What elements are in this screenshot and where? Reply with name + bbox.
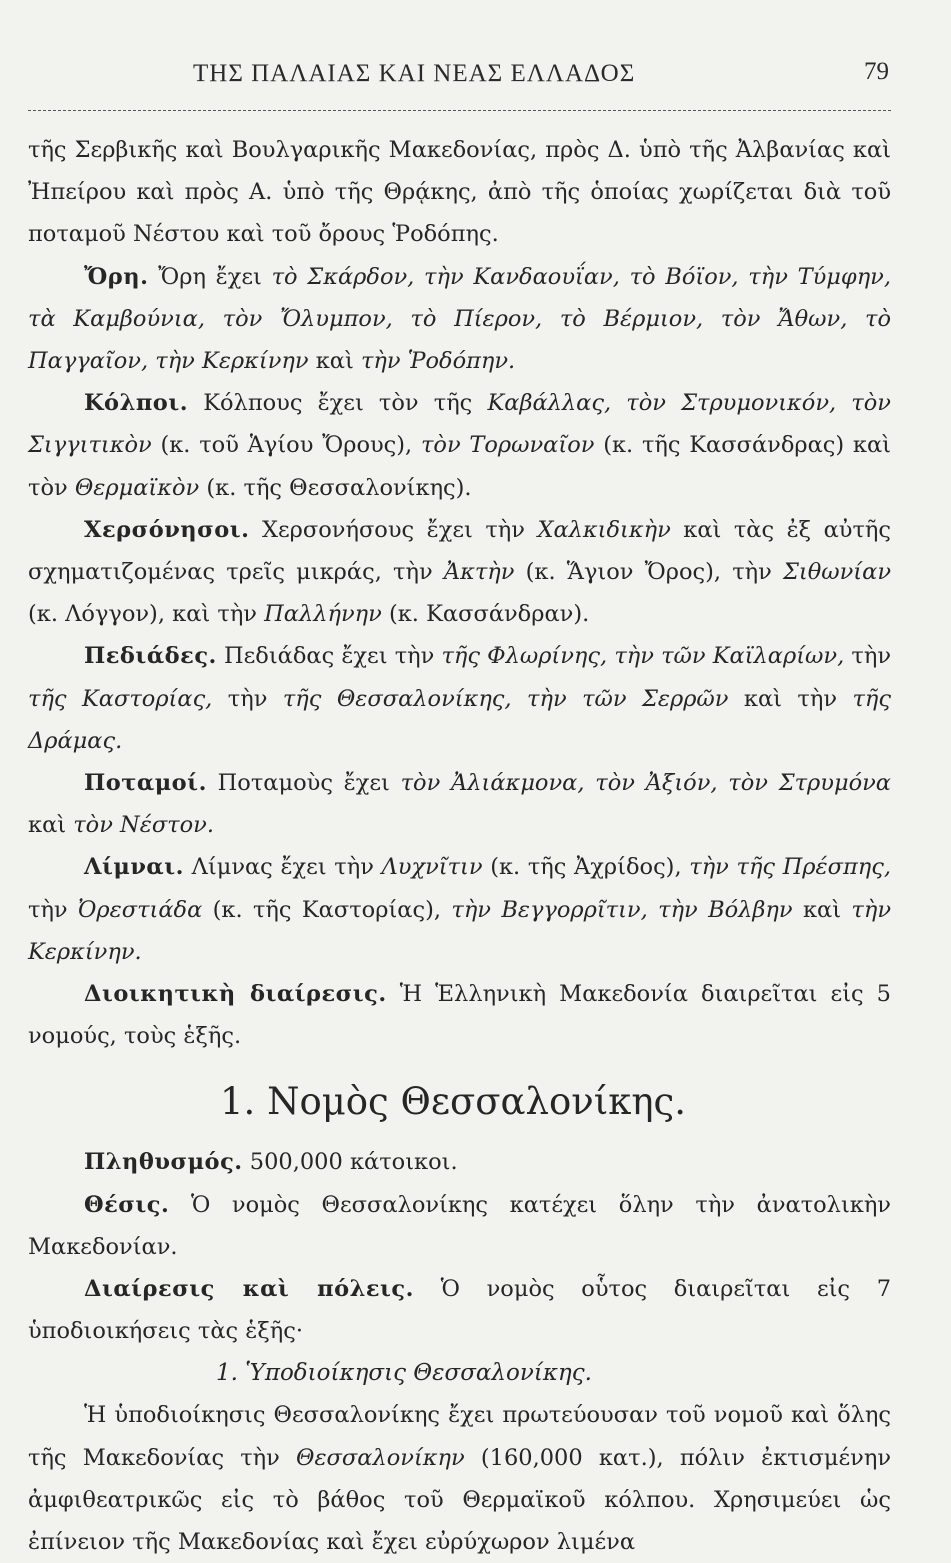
gulfs-names: Καβάλλας, τὸν Στρυμονικόν, τὸν Σιγγιτικὸν — [28, 390, 891, 459]
population-label: Πληθυσμός. — [84, 1149, 243, 1176]
administrative-division-paragraph — [28, 973, 891, 1057]
lakes-names: Ὀρεστιάδα — [77, 896, 203, 923]
peninsulas-names: Χαλκιδικὴν — [537, 516, 671, 543]
rivers-paragraph — [28, 762, 891, 846]
division-cities-label: Διαίρεσις καὶ πόλεις. — [84, 1276, 414, 1303]
lakes-text: τὴν — [28, 896, 78, 923]
plains-text: καὶ τὴν — [728, 685, 853, 712]
population-paragraph — [28, 1141, 891, 1183]
lakes-paragraph — [28, 846, 891, 973]
mountains-text: καὶ — [308, 348, 361, 375]
intro-text: τῆς Σερβικῆς καὶ Βουλγαρικῆς Μακεδονίας, πρὸς Δ. ὑπὸ τῆς Ἀλβανίας καὶ Ἠπείρου καὶ πρὸς Α. ὑπὸ τῆς Θρᾴκης, ἀπὸ τῆς ὁποίας χωρίζεται διὰ τοῦ ποταμοῦ Νέστου καὶ τοῦ ὄρους Ῥοδόπης. — [28, 137, 891, 248]
peninsulas-text: (κ. Ἅγιον Ὄρος), τὴν — [514, 559, 783, 586]
population-text: 500,000 κάτοικοι. — [242, 1149, 458, 1176]
subsection-heading — [28, 1352, 891, 1394]
thessaloniki-city-name: Θεσσαλονίκην — [296, 1444, 465, 1471]
plains-names: τῆς Θεσσαλονίκης, τὴν τῶν Σερρῶν — [282, 685, 729, 712]
lakes-text: (κ. τῆς Καστορίας), — [202, 896, 452, 923]
position-paragraph — [28, 1184, 891, 1268]
page-body — [28, 111, 891, 1563]
page-header — [28, 54, 891, 111]
lakes-names: τὴν Κερκίνην. — [28, 896, 891, 965]
peninsulas-text: καὶ τὰς ἐξ αὐτῆς σχηματιζομένας τρεῖς μικράς, τὴν — [28, 516, 891, 586]
peninsulas-paragraph — [28, 509, 891, 636]
page-number: 79 — [864, 58, 889, 85]
administrative-division-label: Διοικητικὴ διαίρεσις. — [84, 981, 387, 1008]
plains-text: τὴν — [844, 643, 891, 670]
thessaloniki-paragraph — [28, 1394, 891, 1563]
lakes-text: καὶ — [792, 896, 852, 923]
peninsulas-label: Χερσόνησοι. — [84, 516, 250, 543]
gulfs-names: Θερμαϊκὸν — [74, 474, 200, 501]
rivers-text: καὶ — [28, 812, 74, 839]
lakes-names: τὴν Βεγγορρῖτιν, τὴν Βόλβην — [451, 896, 793, 923]
position-text: Ὁ νομὸς Θεσσαλονίκης κατέχει ὅλην τὴν ἀνατολικὴν Μακεδονίαν. — [28, 1191, 891, 1260]
lakes-names: τὴν τῆς Πρέσπης, — [689, 854, 891, 881]
mountains-names: τὸ Σκάρδον, τὴν Κανδαουΐαν, τὸ Βόϊον, τὴν Τύμφην, τὰ Καμβούνια, τὸν Ὄλυμπον, τὸ Πίερον, τὸ Βέρμιον, τὸν Ἄθων, τὸ Παγγαῖον, τὴν Κερκίνην — [28, 263, 891, 375]
plains-paragraph — [28, 635, 891, 762]
position-label: Θέσις. — [84, 1191, 170, 1218]
gulfs-label: Κόλποι. — [84, 390, 189, 417]
subsection-title: Ὑποδιοίκησις Θεσσαλονίκης. — [245, 1360, 592, 1387]
rivers-label: Ποταμοί. — [84, 770, 207, 797]
mountains-text: Ὄρη ἔχει — [148, 263, 272, 290]
running-title: ΤΗΣ ΠΑΛΑΙΑΣ ΚΑΙ ΝΕΑΣ ΕΛΛΑΔΟΣ — [193, 60, 636, 87]
plains-label: Πεδιάδες. — [84, 643, 217, 670]
peninsulas-names: Ἀκτὴν — [443, 559, 515, 586]
lakes-label: Λίμναι. — [84, 854, 184, 881]
mountains-names: τὴν Ῥοδόπην. — [360, 348, 516, 375]
peninsulas-text: Χερσονήσους ἔχει τὴν — [249, 516, 538, 543]
peninsulas-text: (κ. Κασσάνδραν). — [381, 601, 590, 628]
lakes-text: (κ. τῆς Ἀχρίδος), — [482, 854, 690, 881]
plains-names: τῆς Φλωρίνης, τὴν τῶν Καϊλαρίων, — [441, 643, 845, 670]
rivers-names: τὸν Νέστον. — [73, 812, 215, 839]
division-cities-paragraph — [28, 1268, 891, 1352]
peninsulas-names: Σιθωνίαν — [783, 559, 891, 586]
gulfs-text: Κόλπους ἔχει τὸν τῆς — [188, 390, 488, 417]
gulfs-text: (κ. τῆς Κασσάνδρας) καὶ τὸν — [28, 432, 891, 501]
chapter-title: Νομὸς Θεσσαλονίκης. — [267, 1080, 687, 1124]
thessaloniki-text: (160,000 κατ.), πόλιν ἐκτισμένην ἀμφιθεατρικῶς εἰς τὸ βάθος τοῦ Θερμαϊκοῦ κόλπου. Χρησιμεύει ὡς ἐπίνειον τῆς Μακεδονίας καὶ ἔχει εὐρύχωρον λιμένα — [28, 1444, 891, 1556]
plains-names: τῆς Δράμας. — [28, 685, 892, 754]
lakes-names: Λυχνῖτιν — [381, 854, 483, 881]
intro-paragraph — [28, 129, 891, 256]
mountains-label: Ὄρη. — [84, 263, 149, 290]
rivers-text: Ποταμοὺς ἔχει — [206, 770, 401, 797]
plains-text: τὴν — [212, 685, 283, 712]
gulfs-text: (κ. τῆς Θεσσαλονίκης). — [199, 474, 472, 501]
gulfs-names: τὸν Τορωναῖον — [420, 432, 595, 459]
peninsulas-text: (κ. Λόγγον), καὶ τὴν — [28, 601, 265, 628]
administrative-division-text: Ἡ Ἑλληνικὴ Μακεδονία διαιρεῖται εἰς 5 νομούς, τοὺς ἑξῆς. — [28, 981, 891, 1050]
chapter-heading — [28, 1073, 891, 1131]
division-cities-text: Ὁ νομὸς οὗτος διαιρεῖται εἰς 7 ὑποδιοικήσεις τὰς ἑξῆς· — [28, 1276, 892, 1345]
rivers-names: τὸν Ἀλιάκμονα, τὸν Ἀξιόν, τὸν Στρυμόνα — [400, 770, 891, 797]
chapter-number: 1. — [220, 1080, 256, 1124]
gulfs-text: (κ. τοῦ Ἁγίου Ὄρους), — [151, 432, 421, 459]
lakes-text: Λίμνας ἔχει τὴν — [183, 854, 382, 881]
plains-names: τῆς Καστορίας, — [28, 685, 213, 712]
gulfs-paragraph — [28, 382, 891, 509]
subsection-number: 1. — [216, 1360, 238, 1387]
plains-text: Πεδιάδας ἔχει τὴν — [216, 643, 442, 670]
thessaloniki-text: Ἡ ὑποδιοίκησις Θεσσαλονίκης ἔχει πρωτεύουσαν τοῦ νομοῦ καὶ ὅλης τῆς Μακεδονίας τὴν — [28, 1402, 891, 1471]
mountains-paragraph — [28, 256, 891, 383]
peninsulas-names: Παλλήνην — [264, 601, 382, 628]
